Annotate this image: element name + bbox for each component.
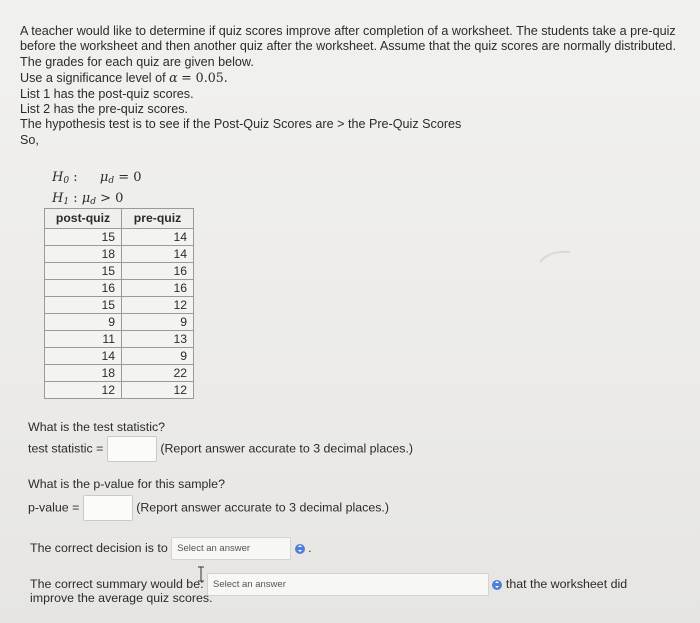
problem-statement xyxy=(20,24,688,148)
so-line: So, xyxy=(20,132,39,147)
table-row xyxy=(45,280,194,297)
post-quiz-cell: 15 xyxy=(45,229,122,246)
pre-quiz-cell: 13 xyxy=(122,331,194,348)
decision-text: The correct decision is to xyxy=(30,540,168,555)
post-quiz-cell: 9 xyxy=(45,314,122,331)
scores-table xyxy=(44,208,194,399)
post-quiz-cell: 14 xyxy=(45,348,122,365)
decision-row xyxy=(30,537,312,560)
list2-line: List 2 has the pre-quiz scores. xyxy=(20,102,188,117)
summary-line2: improve the average quiz scores. xyxy=(30,591,213,605)
pre-quiz-cell: 9 xyxy=(122,314,194,331)
h0-subscript: 0 xyxy=(63,176,70,186)
summary-after: that the worksheet did xyxy=(505,576,628,591)
table-row xyxy=(45,246,194,263)
problem-intro: A teacher would like to determine if quiz scores improve after completion of a worksheet. The students take a pre-quiz before the worksheet and then another quiz after the worksheet. Assume that the quiz scores are normally distributed. xyxy=(20,24,676,54)
h1-subscript: 1 xyxy=(63,197,70,207)
text-cursor-icon xyxy=(197,566,205,582)
p-value-row xyxy=(28,495,389,521)
h1-mu: μ xyxy=(81,191,91,206)
test-statistic-note: (Report answer accurate to 3 decimal places.) xyxy=(160,441,414,456)
decision-end: . xyxy=(308,540,312,555)
null-hypothesis xyxy=(52,169,142,190)
summary-text: The correct summary would be: xyxy=(30,576,204,591)
p-value-note: (Report answer accurate to 3 decimal places.) xyxy=(136,500,389,515)
faint-mark-icon xyxy=(536,246,576,266)
pre-quiz-cell: 16 xyxy=(122,280,194,297)
h1-label: H xyxy=(52,191,64,206)
table-row xyxy=(45,365,194,382)
hypotheses xyxy=(52,169,142,211)
pre-quiz-cell: 12 xyxy=(122,297,194,314)
select-arrows-icon[interactable] xyxy=(295,544,305,554)
p-value-question: What is the p-value for this sample? xyxy=(28,477,225,491)
decision-select-text: Select an answer xyxy=(177,543,251,554)
post-quiz-cell: 18 xyxy=(45,365,122,382)
h1-colon: : xyxy=(73,191,78,206)
pre-quiz-cell: 12 xyxy=(122,382,194,399)
post-quiz-cell: 15 xyxy=(45,263,122,280)
test-statistic-row xyxy=(28,436,413,462)
summary-select-text: Select an answer xyxy=(212,579,286,590)
list1-line: List 1 has the post-quiz scores. xyxy=(20,86,194,101)
table-row xyxy=(45,297,194,314)
table-row xyxy=(45,382,194,399)
alpha-symbol: α xyxy=(169,70,178,86)
h0-mu-subscript: d xyxy=(108,176,115,186)
select-arrows-icon[interactable] xyxy=(492,580,502,590)
column-header-post-quiz: post-quiz xyxy=(45,209,122,229)
h0-label: H xyxy=(52,170,64,185)
hypothesis-line: The hypothesis test is to see if the Post-Quiz Scores are > the Pre-Quiz Scores xyxy=(20,117,462,132)
table-header-row xyxy=(45,209,194,229)
h0-relation: = 0 xyxy=(118,170,142,185)
significance-line xyxy=(20,70,688,86)
post-quiz-cell: 11 xyxy=(45,331,122,348)
decision-select[interactable] xyxy=(171,537,291,560)
post-quiz-cell: 15 xyxy=(45,297,122,314)
grades-line: The grades for each quiz are given below. xyxy=(20,54,254,69)
table-row xyxy=(45,263,194,280)
table-row xyxy=(45,348,194,365)
test-statistic-question: What is the test statistic? xyxy=(28,420,166,434)
p-value-label: p-value = xyxy=(28,500,80,515)
post-quiz-cell: 18 xyxy=(45,246,122,263)
pre-quiz-cell: 22 xyxy=(122,365,194,382)
summary-select[interactable] xyxy=(207,573,489,596)
post-quiz-cell: 16 xyxy=(45,280,122,297)
significance-text: Use a significance level of xyxy=(20,71,166,86)
post-quiz-cell: 12 xyxy=(45,382,122,399)
test-statistic-label: test statistic = xyxy=(28,441,104,456)
h1-relation: > 0 xyxy=(100,191,124,206)
column-header-pre-quiz: pre-quiz xyxy=(122,209,194,229)
table-row xyxy=(45,314,194,331)
p-value-input[interactable] xyxy=(83,495,133,521)
table-row xyxy=(45,331,194,348)
table-row xyxy=(45,229,194,246)
h0-colon: : xyxy=(73,170,78,185)
test-statistic-input[interactable] xyxy=(107,436,157,462)
h1-mu-subscript: d xyxy=(90,197,96,207)
pre-quiz-cell: 9 xyxy=(122,348,194,365)
h0-mu: μ xyxy=(99,170,109,185)
pre-quiz-cell: 14 xyxy=(122,246,194,263)
pre-quiz-cell: 14 xyxy=(122,229,194,246)
alpha-value: = 0.05. xyxy=(181,70,228,86)
pre-quiz-cell: 16 xyxy=(122,263,194,280)
